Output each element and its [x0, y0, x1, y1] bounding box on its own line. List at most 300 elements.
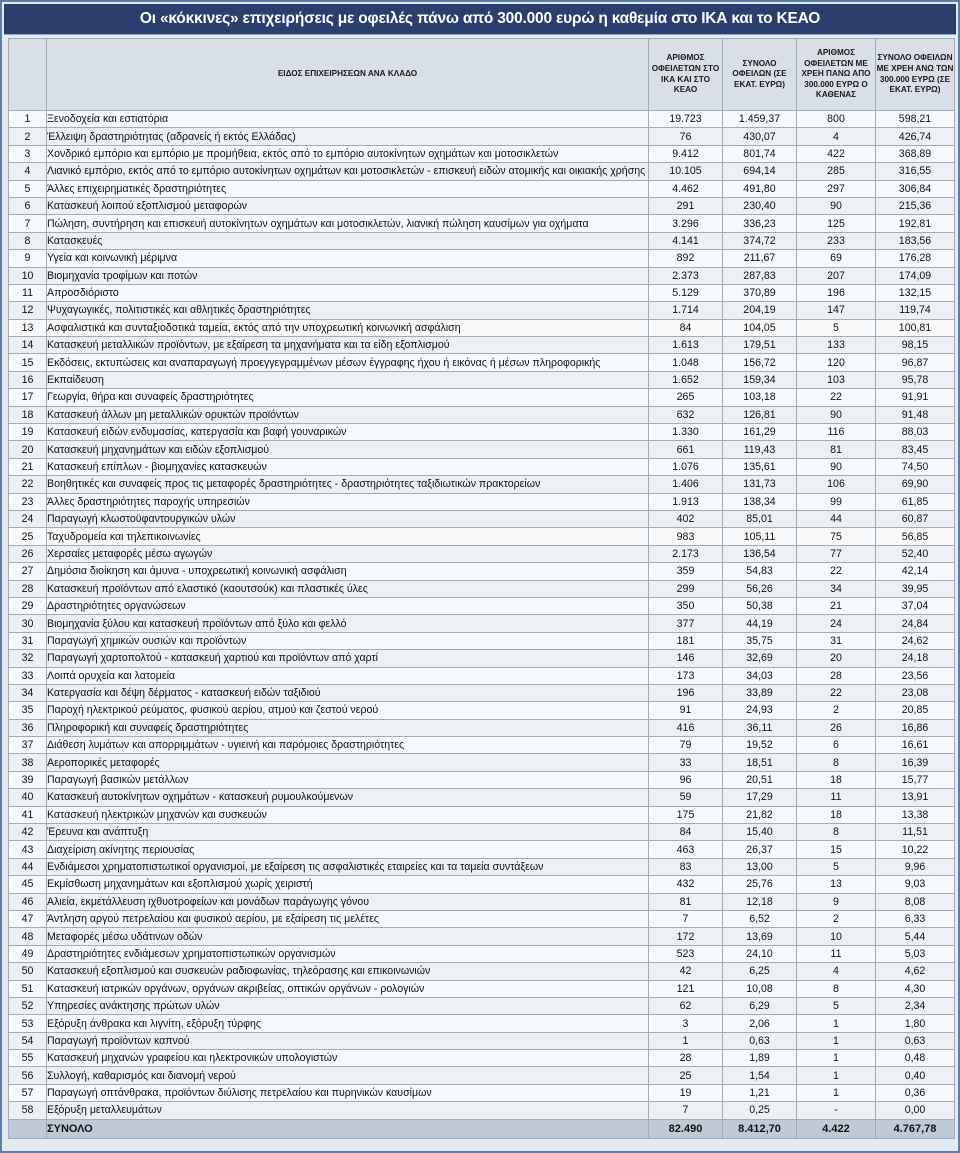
debtors-over-count: 196	[797, 284, 876, 301]
debt-over-total: 16,86	[876, 719, 955, 736]
sector-name: Υγεία και κοινωνική μέριμνα	[47, 250, 649, 267]
sector-name: Εξόρυξη άνθρακα και λιγνίτη, εξόρυξη τύρφης	[47, 1015, 649, 1032]
debt-over-total: 426,74	[876, 128, 955, 145]
row-number: 2	[9, 128, 47, 145]
sector-name: Κατεργασία και δέψη δέρματος - κατασκευή ειδών ταξιδιού	[47, 684, 649, 701]
debtors-over-count: 18	[797, 771, 876, 788]
table-row	[9, 893, 955, 910]
debt-over-total: 98,15	[876, 337, 955, 354]
sector-name: Κατασκευή άλλων μη μεταλλικών ορυκτών προϊόντων	[47, 406, 649, 423]
total-debt: 126,81	[723, 406, 797, 423]
row-number: 9	[9, 250, 47, 267]
sector-name: Έλλειψη δραστηριότητας (αδρανείς ή εκτός Ελλάδας)	[47, 128, 649, 145]
debt-over-total: 13,38	[876, 806, 955, 823]
sector-name: Κατασκευή μεταλλικών προϊόντων, με εξαίρεση τα μηχανήματα και τα είδη εξοπλισμού	[47, 337, 649, 354]
row-number: 46	[9, 893, 47, 910]
col-header-debt-over: ΣΥΝΟΛΟ ΟΦΕΙΛΩΝ ΜΕ ΧΡΕΗ ΑΝΩ ΤΩΝ 300.000 ΕΥΡΩ (ΣΕ ΕΚΑΤ. ΕΥΡΩ)	[876, 39, 955, 111]
debtors-count: 1.714	[649, 302, 723, 319]
table-row	[9, 111, 955, 128]
debt-over-total: 11,51	[876, 824, 955, 841]
table-row	[9, 389, 955, 406]
debt-over-total: 1,80	[876, 1015, 955, 1032]
table-row	[9, 858, 955, 875]
debtors-count: 1.652	[649, 371, 723, 388]
debtors-count: 9.412	[649, 145, 723, 162]
total-debt: 1.459,37	[723, 111, 797, 128]
debtors-over-count: 4	[797, 128, 876, 145]
debt-over-total: 5,03	[876, 945, 955, 962]
debt-over-total: 24,84	[876, 615, 955, 632]
table-row	[9, 337, 955, 354]
debt-over-total: 56,85	[876, 528, 955, 545]
sector-name: Συλλογή, καθαρισμός και διανομή νερού	[47, 1067, 649, 1084]
total-debt: 36,11	[723, 719, 797, 736]
debt-over-total: 10,22	[876, 841, 955, 858]
total-debt: 6,29	[723, 997, 797, 1014]
table-row	[9, 545, 955, 562]
debt-over-total: 23,56	[876, 667, 955, 684]
table-row	[9, 1067, 955, 1084]
debtors-count: 7	[649, 1102, 723, 1119]
total-debt: 287,83	[723, 267, 797, 284]
row-number: 17	[9, 389, 47, 406]
total-debt: 44,19	[723, 615, 797, 632]
table-row	[9, 510, 955, 527]
row-number: 7	[9, 215, 47, 232]
col-header-sector: ΕΙΔΟΣ ΕΠΙΧΕΙΡΗΣΕΩΝ ΑΝΑ ΚΛΑΔΟ	[47, 39, 649, 111]
total-debt: 159,34	[723, 371, 797, 388]
debt-over-total: 176,28	[876, 250, 955, 267]
debtors-count: 96	[649, 771, 723, 788]
total-debtors-over: 4.422	[797, 1119, 876, 1138]
sector-name: Κατασκευή λοιπού εξοπλισμού μεταφορών	[47, 197, 649, 214]
row-number: 31	[9, 632, 47, 649]
debt-over-total: 24,18	[876, 650, 955, 667]
table-row	[9, 232, 955, 249]
debt-over-total: 215,36	[876, 197, 955, 214]
total-debt: 0,25	[723, 1102, 797, 1119]
debt-over-total: 9,03	[876, 876, 955, 893]
debtors-count: 172	[649, 928, 723, 945]
sector-name: Κατασκευή προϊόντων από ελαστικό (καουτσούκ) και πλαστικές ύλες	[47, 580, 649, 597]
debtors-count: 1.076	[649, 458, 723, 475]
debtors-over-count: 8	[797, 980, 876, 997]
total-debt: 25,76	[723, 876, 797, 893]
debtors-count: 983	[649, 528, 723, 545]
debtors-over-count: 15	[797, 841, 876, 858]
row-number: 40	[9, 789, 47, 806]
debtors-count: 1.048	[649, 354, 723, 371]
col-header-debtors: ΑΡΙΘΜΟΣ ΟΦΕΙΛΕΤΩΝ ΣΤΟ ΙΚΑ ΚΑΙ ΣΤΟ ΚΕΑΟ	[649, 39, 723, 111]
table-row	[9, 1084, 955, 1101]
debtors-over-count: 1	[797, 1084, 876, 1101]
total-debt: 103,18	[723, 389, 797, 406]
sector-name: Κατασκευή ιατρικών οργάνων, οργάνων ακριβείας, οπτικών οργάνων - ρολογιών	[47, 980, 649, 997]
debtors-over-count: 22	[797, 389, 876, 406]
sector-name: Ενδιάμεσοι χρηματοπιστωτικοί οργανισμοί, με εξαίρεση τις ασφαλιστικές εταιρείες και τα ταμεία συντάξεων	[47, 858, 649, 875]
sector-name: Δημόσια διοίκηση και άμυνα - υποχρεωτική κοινωνική ασφάλιση	[47, 563, 649, 580]
debtors-count: 25	[649, 1067, 723, 1084]
row-number: 12	[9, 302, 47, 319]
debt-over-total: 88,03	[876, 424, 955, 441]
debtors-over-count: 11	[797, 789, 876, 806]
total-debt: 33,89	[723, 684, 797, 701]
sector-name: Εκδόσεις, εκτυπώσεις και αναπαραγωγή προεγγεγραμμένων μέσων έγγραφης ήχου ή εικόνας ή μέσων πληροφορικής	[47, 354, 649, 371]
row-number: 25	[9, 528, 47, 545]
debtors-count: 1.613	[649, 337, 723, 354]
table-row	[9, 737, 955, 754]
debtors-over-count: 106	[797, 476, 876, 493]
sector-name: Πληροφορική και συναφείς δραστηριότητες	[47, 719, 649, 736]
total-debt: 10,08	[723, 980, 797, 997]
debt-over-total: 52,40	[876, 545, 955, 562]
debtors-count: 28	[649, 1050, 723, 1067]
debtors-over-count: 22	[797, 563, 876, 580]
sector-name: Εκμίσθωση μηχανημάτων και εξοπλισμού χωρίς χειριστή	[47, 876, 649, 893]
debt-over-total: 132,15	[876, 284, 955, 301]
debtors-count: 3	[649, 1015, 723, 1032]
total-debt: 491,80	[723, 180, 797, 197]
debtors-count: 84	[649, 319, 723, 336]
sector-name: Ταχυδρομεία και τηλεπικοινωνίες	[47, 528, 649, 545]
total-debt: 85,01	[723, 510, 797, 527]
row-number: 52	[9, 997, 47, 1014]
row-number: 27	[9, 563, 47, 580]
row-number: 20	[9, 441, 47, 458]
debt-over-total: 39,95	[876, 580, 955, 597]
total-debt: 131,73	[723, 476, 797, 493]
total-debt: 1,54	[723, 1067, 797, 1084]
total-debt: 694,14	[723, 163, 797, 180]
row-number: 28	[9, 580, 47, 597]
debtors-count: 523	[649, 945, 723, 962]
total-debt: 24,10	[723, 945, 797, 962]
debtors-over-count: 120	[797, 354, 876, 371]
table-row	[9, 876, 955, 893]
debtors-over-count: 20	[797, 650, 876, 667]
debt-over-total: 4,30	[876, 980, 955, 997]
table-row	[9, 1015, 955, 1032]
sector-name: Κατασκευή μηχανών γραφείου και ηλεκτρονικών υπολογιστών	[47, 1050, 649, 1067]
debt-over-total: 9,96	[876, 858, 955, 875]
row-number: 16	[9, 371, 47, 388]
debt-over-total: 74,50	[876, 458, 955, 475]
sector-name: Εκπαίδευση	[47, 371, 649, 388]
total-label: ΣΥΝΟΛΟ	[47, 1119, 649, 1138]
debtors-count: 196	[649, 684, 723, 701]
debt-over-total: 174,09	[876, 267, 955, 284]
table-row	[9, 458, 955, 475]
table-row	[9, 215, 955, 232]
debt-over-total: 598,21	[876, 111, 955, 128]
total-debt: 156,72	[723, 354, 797, 371]
debt-over-total: 42,14	[876, 563, 955, 580]
total-debt: 17,29	[723, 789, 797, 806]
total-debt: 136,54	[723, 545, 797, 562]
debtors-over-count: 8	[797, 824, 876, 841]
total-debt: 104,05	[723, 319, 797, 336]
debtors-over-count: 1	[797, 1050, 876, 1067]
debtors-count: 291	[649, 197, 723, 214]
row-number: 36	[9, 719, 47, 736]
row-number: 26	[9, 545, 47, 562]
debtors-count: 19.723	[649, 111, 723, 128]
table-row	[9, 284, 955, 301]
debtors-over-count: 31	[797, 632, 876, 649]
table-row	[9, 684, 955, 701]
debt-over-total: 0,63	[876, 1032, 955, 1049]
total-debt: 105,11	[723, 528, 797, 545]
debtors-over-count: -	[797, 1102, 876, 1119]
debt-over-total: 5,44	[876, 928, 955, 945]
debt-over-total: 95,78	[876, 371, 955, 388]
debtors-over-count: 116	[797, 424, 876, 441]
row-number: 19	[9, 424, 47, 441]
total-debt: 8.412,70	[723, 1119, 797, 1138]
sector-name: Χονδρικό εμπόριο και εμπόριο με προμήθεια, εκτός από το εμπόριο αυτοκίνητων οχημάτων και μοτοσικλετών	[47, 145, 649, 162]
debt-over-total: 91,91	[876, 389, 955, 406]
debtors-over-count: 103	[797, 371, 876, 388]
table-row	[9, 163, 955, 180]
table-row	[9, 824, 955, 841]
debtors-over-count: 2	[797, 910, 876, 927]
debt-over-total: 368,89	[876, 145, 955, 162]
debtors-over-count: 99	[797, 493, 876, 510]
debtors-count: 10.105	[649, 163, 723, 180]
table-row	[9, 841, 955, 858]
sector-name: Κατασκευές	[47, 232, 649, 249]
debt-over-total: 0,40	[876, 1067, 955, 1084]
total-debt: 32,69	[723, 650, 797, 667]
debtors-count: 892	[649, 250, 723, 267]
debt-over-total: 23,08	[876, 684, 955, 701]
debtors-over-count: 21	[797, 597, 876, 614]
debtors-count: 661	[649, 441, 723, 458]
row-number: 56	[9, 1067, 47, 1084]
total-debtors: 82.490	[649, 1119, 723, 1138]
total-debt: 135,61	[723, 458, 797, 475]
sector-name: Δραστηριότητες ενδιάμεσων χρηματοπιστωτικών οργανισμών	[47, 945, 649, 962]
total-debt: 179,51	[723, 337, 797, 354]
debtors-count: 7	[649, 910, 723, 927]
debt-over-total: 15,77	[876, 771, 955, 788]
sector-name: Διαχείριση ακίνητης περιουσίας	[47, 841, 649, 858]
table-row	[9, 441, 955, 458]
debtors-over-count: 11	[797, 945, 876, 962]
table-row	[9, 789, 955, 806]
debtors-count: 377	[649, 615, 723, 632]
table-row	[9, 615, 955, 632]
debtors-count: 33	[649, 754, 723, 771]
debtors-over-count: 28	[797, 667, 876, 684]
row-number: 39	[9, 771, 47, 788]
table-row	[9, 1102, 955, 1119]
debtors-count: 463	[649, 841, 723, 858]
table-row	[9, 563, 955, 580]
sector-name: Κατασκευή μηχανημάτων και ειδών εξοπλισμού	[47, 441, 649, 458]
debtors-count: 5.129	[649, 284, 723, 301]
debt-over-total: 16,39	[876, 754, 955, 771]
row-number: 15	[9, 354, 47, 371]
sector-name: Κατασκευή ειδών ενδυμασίας, κατεργασία και βαφή γουναρικών	[47, 424, 649, 441]
row-number: 41	[9, 806, 47, 823]
debtors-count: 1.406	[649, 476, 723, 493]
debtors-count: 76	[649, 128, 723, 145]
debtors-over-count: 75	[797, 528, 876, 545]
row-number: 29	[9, 597, 47, 614]
chart-title: Οι «κόκκινες» επιχειρήσεις με οφειλές πάνω από 300.000 ευρώ η καθεμία στο ΙΚΑ και το ΚΕΑΟ	[4, 4, 956, 35]
total-debt: 2,06	[723, 1015, 797, 1032]
total-debt: 12,18	[723, 893, 797, 910]
table-row	[9, 406, 955, 423]
debtors-count: 83	[649, 858, 723, 875]
total-debt: 56,26	[723, 580, 797, 597]
sector-name: Διάθεση λυμάτων και απορριμμάτων - υγιεινή και παρόμοιες δραστηριότητες	[47, 737, 649, 754]
sector-name: Άντληση αργού πετρελαίου και φυσικού αερίου, με εξαίρεση τις μελέτες	[47, 910, 649, 927]
debtors-over-count: 26	[797, 719, 876, 736]
debtors-over-count: 6	[797, 737, 876, 754]
debtors-over-count: 90	[797, 458, 876, 475]
total-debt: 34,03	[723, 667, 797, 684]
sector-name: Ξενοδοχεία και εστιατόρια	[47, 111, 649, 128]
row-number: 6	[9, 197, 47, 214]
table-row	[9, 128, 955, 145]
debtors-over-count: 77	[797, 545, 876, 562]
total-debt: 24,93	[723, 702, 797, 719]
debt-over-total: 20,85	[876, 702, 955, 719]
table-row	[9, 424, 955, 441]
debt-over-total: 13,91	[876, 789, 955, 806]
table-row	[9, 371, 955, 388]
table-row	[9, 267, 955, 284]
total-debt: 6,25	[723, 963, 797, 980]
debtors-over-count: 233	[797, 232, 876, 249]
total-debt: 35,75	[723, 632, 797, 649]
row-number: 53	[9, 1015, 47, 1032]
debtors-count: 2.173	[649, 545, 723, 562]
debtors-count: 84	[649, 824, 723, 841]
total-debt: 430,07	[723, 128, 797, 145]
debtors-count: 1.330	[649, 424, 723, 441]
row-number: 24	[9, 510, 47, 527]
table-row	[9, 197, 955, 214]
table-row	[9, 528, 955, 545]
row-number: 13	[9, 319, 47, 336]
debtors-over-count: 22	[797, 684, 876, 701]
debt-over-total: 119,74	[876, 302, 955, 319]
debtors-count: 19	[649, 1084, 723, 1101]
total-debt: 161,29	[723, 424, 797, 441]
table-row	[9, 180, 955, 197]
total-debt: 0,63	[723, 1032, 797, 1049]
total-debt: 374,72	[723, 232, 797, 249]
debtors-count: 416	[649, 719, 723, 736]
sector-name: Κατασκευή ηλεκτρικών μηχανών και συσκευών	[47, 806, 649, 823]
sector-name: Κατασκευή εξοπλισμού και συσκευών ραδιοφωνίας, τηλεόρασης και επικοινωνιών	[47, 963, 649, 980]
row-number: 8	[9, 232, 47, 249]
table-row	[9, 476, 955, 493]
sector-name: Λιανικό εμπόριο, εκτός από το εμπόριο αυτοκίνητων οχημάτων και μοτοσικλετών - επισκευή ειδών ατομικής και οικιακής χρήσης	[47, 163, 649, 180]
sector-name: Ψυχαγωγικές, πολιτιστικές και αθλητικές δραστηριότητες	[47, 302, 649, 319]
debtors-over-count: 90	[797, 406, 876, 423]
total-debt: 119,43	[723, 441, 797, 458]
debtors-over-count: 13	[797, 876, 876, 893]
sector-name: Λοιπά ορυχεία και λατομεία	[47, 667, 649, 684]
sector-name: Γεωργία, θήρα και συναφείς δραστηριότητες	[47, 389, 649, 406]
debtors-count: 91	[649, 702, 723, 719]
debtors-over-count: 34	[797, 580, 876, 597]
sector-name: Μεταφορές μέσω υδάτινων οδών	[47, 928, 649, 945]
total-debt: 18,51	[723, 754, 797, 771]
total-debt: 1,21	[723, 1084, 797, 1101]
row-number: 42	[9, 824, 47, 841]
sector-name: Αεροπορικές μεταφορές	[47, 754, 649, 771]
row-number: 32	[9, 650, 47, 667]
debtors-over-count: 44	[797, 510, 876, 527]
debt-over-total: 83,45	[876, 441, 955, 458]
table-row	[9, 702, 955, 719]
sector-name: Εξόρυξη μεταλλευμάτων	[47, 1102, 649, 1119]
table-row	[9, 354, 955, 371]
debtors-count: 59	[649, 789, 723, 806]
debtors-over-count: 2	[797, 702, 876, 719]
row-number: 5	[9, 180, 47, 197]
sector-name: Παροχή ηλεκτρικού ρεύματος, φυσικού αερίου, ατμού και ζεστού νερού	[47, 702, 649, 719]
debtors-count: 4.141	[649, 232, 723, 249]
debt-over-total: 192,81	[876, 215, 955, 232]
row-number: 51	[9, 980, 47, 997]
debtors-over-count: 422	[797, 145, 876, 162]
row-number: 10	[9, 267, 47, 284]
debt-over-total: 0,00	[876, 1102, 955, 1119]
debt-over-total: 4,62	[876, 963, 955, 980]
table-row	[9, 771, 955, 788]
debtors-count: 175	[649, 806, 723, 823]
sector-name: Βιομηχανία τροφίμων και ποτών	[47, 267, 649, 284]
sector-name: Παραγωγή κλωστοϋφαντουργικών υλών	[47, 510, 649, 527]
total-debt: 21,82	[723, 806, 797, 823]
sector-name: Παραγωγή προϊόντων καπνού	[47, 1032, 649, 1049]
table-row	[9, 806, 955, 823]
table-row	[9, 319, 955, 336]
row-number: 58	[9, 1102, 47, 1119]
debtors-over-count: 800	[797, 111, 876, 128]
total-debt: 19,52	[723, 737, 797, 754]
debt-over-total: 16,61	[876, 737, 955, 754]
row-number: 14	[9, 337, 47, 354]
sector-name: Υπηρεσίες ανάκτησης πρώτων υλών	[47, 997, 649, 1014]
row-number: 23	[9, 493, 47, 510]
table-row	[9, 928, 955, 945]
sector-name: Παραγωγή οπτάνθρακα, προϊόντων διύλισης πετρελαίου και πυρηνικών καυσίμων	[47, 1084, 649, 1101]
sector-name: Βοηθητικές και συναφείς προς τις μεταφορές δραστηριότητες - δραστηριότητες ταξιδιωτικών πρακτορείων	[47, 476, 649, 493]
row-number: 33	[9, 667, 47, 684]
debt-over-total: 6,33	[876, 910, 955, 927]
total-num	[9, 1119, 47, 1138]
debtors-over-count: 1	[797, 1032, 876, 1049]
col-header-total-debt: ΣΥΝΟΛΟ ΟΦΕΙΛΩΝ (ΣΕ ΕΚΑΤ. ΕΥΡΩ)	[723, 39, 797, 111]
debt-over-total: 183,56	[876, 232, 955, 249]
sector-name: Πώληση, συντήρηση και επισκευή αυτοκίνητων οχημάτων και μοτοσικλετών, λιανική πώληση καυσίμων για οχήματα	[47, 215, 649, 232]
debt-over-total: 37,04	[876, 597, 955, 614]
total-debt: 15,40	[723, 824, 797, 841]
table-row	[9, 145, 955, 162]
debtors-count: 1.913	[649, 493, 723, 510]
row-number: 45	[9, 876, 47, 893]
total-debt: 6,52	[723, 910, 797, 927]
row-number: 34	[9, 684, 47, 701]
row-number: 49	[9, 945, 47, 962]
